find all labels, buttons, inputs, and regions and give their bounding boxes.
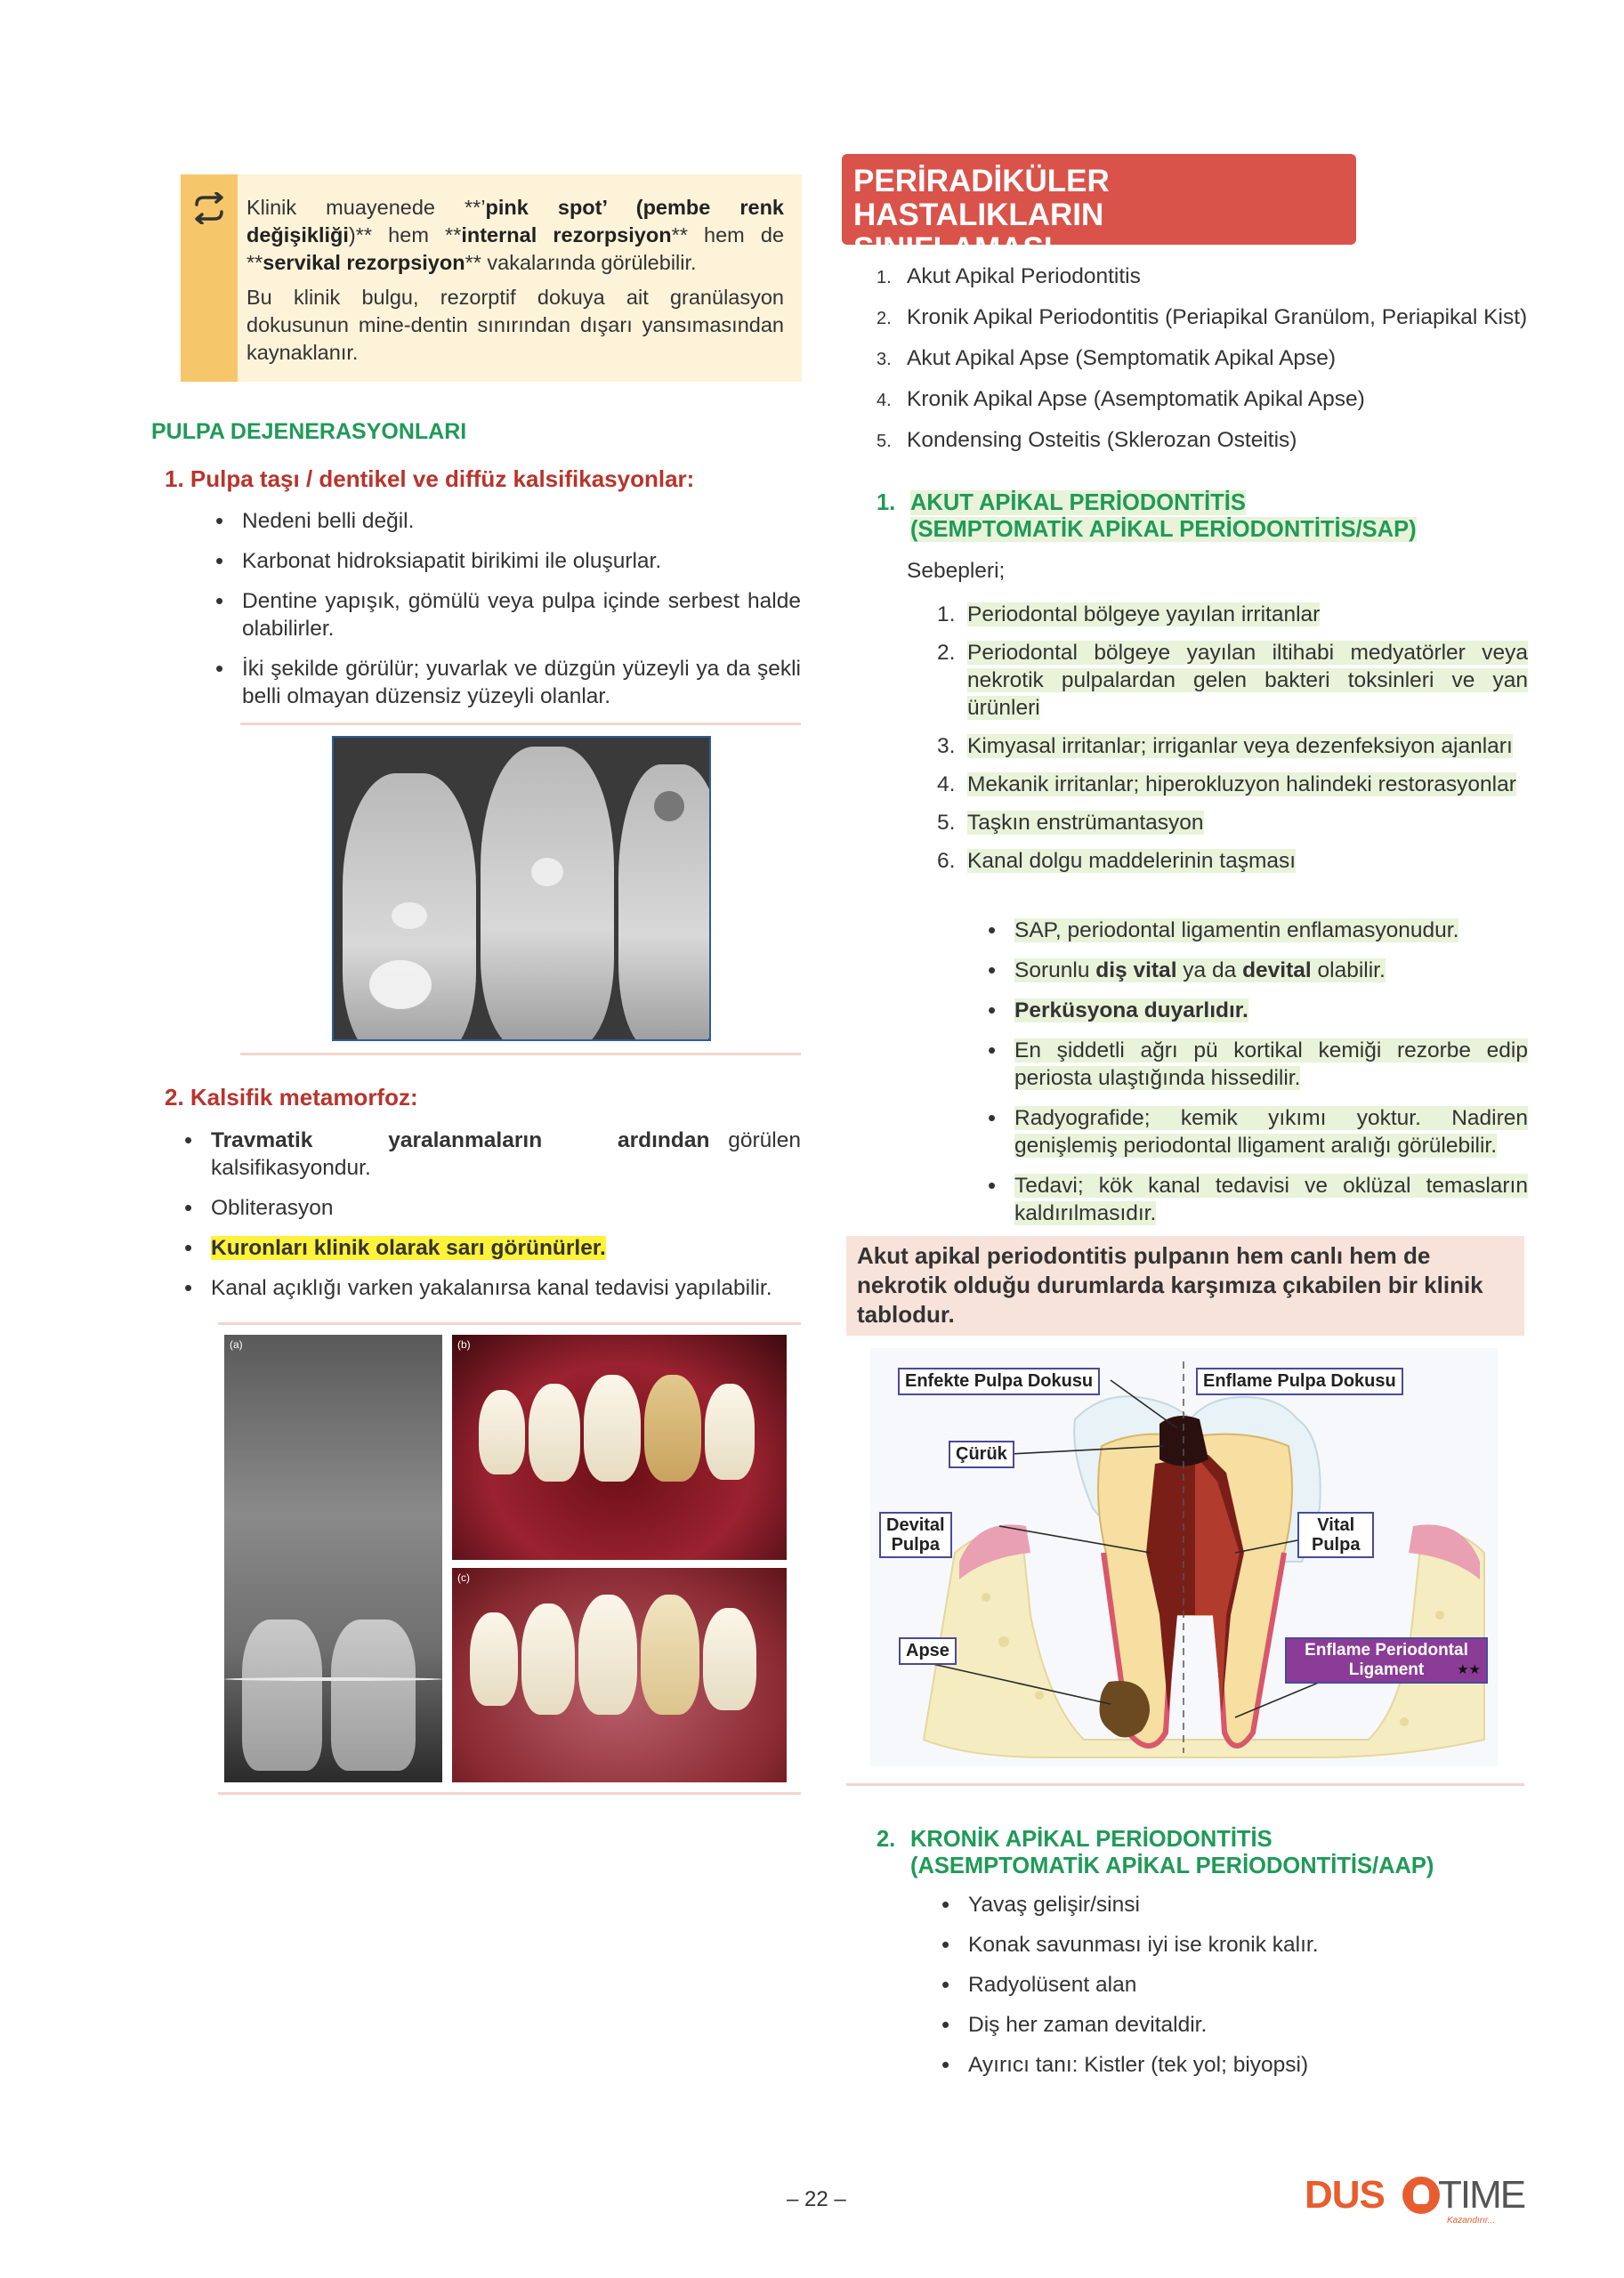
yellow-crown-photo-image	[452, 1335, 787, 1560]
list-item: • Dentine yapışık, gömülü veya pulpa içinde serbest halde olabilirler.	[206, 587, 801, 642]
kalsifik-list	[175, 1127, 801, 1314]
note-text	[246, 194, 784, 374]
subheading-kalsifik-metamorfoz: 2. Kalsifik metamorfoz:	[165, 1084, 418, 1111]
photo-label-a: (a)	[230, 1338, 243, 1351]
label-vital-pulpa: Vital Pulpa	[1297, 1512, 1374, 1558]
classification-title	[842, 154, 1356, 266]
label-enflame-periodontal-ligament: Enflame Periodontal Ligament ★★	[1285, 1637, 1488, 1684]
dustime-logo	[1305, 2173, 1527, 2226]
logo-dus: DUS	[1305, 2173, 1385, 2217]
list-item: 1. Akut Apikal Periodontitis	[877, 264, 1141, 288]
divider	[240, 723, 801, 725]
list-item: 1. Periodontal bölgeye yayılan irritanlar	[937, 602, 1321, 626]
page-number: – 22 –	[787, 2187, 846, 2211]
list-item: 5. Kondensing Osteitis (Sklerozan Osteitis)	[877, 428, 1297, 452]
list-item: • Kanal açıklığı varken yakalanırsa kanal tedavisi yapılabilir.	[175, 1274, 801, 1302]
heading-kronik-apikal: 2. KRONİK APİKAL PERİODONTİTİS (ASEMPTOMATİK APİKAL PERİODONTİTİS/AAP)	[877, 1827, 1434, 1878]
label-devital-pulpa: Devital Pulpa	[879, 1512, 952, 1558]
list-item: • Radyografide; kemik yıkımı yoktur. Nadiren genişlemiş periodontal lligament aralığı görülebilir.	[979, 1104, 1528, 1159]
calcific-metamorphosis-xray-image	[224, 1335, 442, 1782]
list-item: • SAP, periodontal ligamentin enflamasyonudur.	[979, 917, 1528, 944]
pulp-stone-xray-image	[332, 736, 711, 1041]
list-item: • Konak savunması iyi ise kronik kalır.	[933, 1931, 1528, 1959]
logo-time: TIME	[1438, 2173, 1525, 2217]
causes-list	[937, 601, 1528, 885]
list-item: 3. Kimyasal irritanlar; irriganlar veya dezenfeksiyon ajanları	[937, 734, 1513, 758]
tooth-diagram	[870, 1348, 1498, 1766]
list-item: • Diş her zaman devitaldir.	[933, 2011, 1528, 2039]
list-item: • Nedeni belli değil.	[206, 507, 801, 535]
label-enflame-pulpa: Enflame Pulpa Dokusu	[1196, 1368, 1403, 1395]
photo-label-c: (c)	[457, 1571, 470, 1584]
list-item: • Tedavi; kök kanal tedavisi ve oklüzal temasların kaldırılmasıdır.	[979, 1172, 1528, 1227]
label-apse: Apse	[899, 1637, 957, 1665]
classification-list	[877, 263, 1535, 467]
list-item: • İki şekilde görülür; yuvarlak ve düzgün yüzeyli ya da şekli belli olmayan düzensiz yüzeyli olanlar.	[206, 655, 801, 710]
note-paragraph-2: Bu klinik bulgu, rezorptif dokuya ait granülasyon dokusunun mine-dentin sınırından dışarı yansımasından kaynaklanır.	[246, 286, 784, 364]
list-item: 2. Kronik Apikal Periodontitis (Periapikal Granülom, Periapikal Kist)	[877, 305, 1528, 329]
list-item: • Sorunlu diş vital ya da devital olabilir.	[979, 957, 1528, 984]
list-item: • Radyolüsent alan	[933, 1971, 1528, 1999]
note-paragraph-1: Klinik muayenede **’pink spot’ (pembe renk değişikliği)** hem **internal rezorpsiyon** hem de **servikal rezorpsiyon** vakalarında görülebilir.	[246, 196, 785, 274]
tooth-logo-icon	[1402, 2177, 1440, 2214]
list-item: • Yavaş gelişir/sinsi	[933, 1891, 1528, 1919]
loop-arrows-icon	[190, 192, 229, 224]
list-item: 3. Akut Apikal Apse (Semptomatik Apikal Apse)	[877, 346, 1337, 370]
stars-icon: ★★	[1457, 1662, 1481, 1677]
after-treatment-photo-image	[452, 1568, 787, 1782]
sap-list	[979, 917, 1528, 1240]
list-item: 5. Taşkın enstrümantasyon	[937, 811, 1204, 835]
clinical-note-box: Akut apikal periodontitis pulpanın hem canlı hem de nekrotik olduğu durumlarda karşımıza çıkabilen bir klinik tablodur.	[846, 1236, 1524, 1336]
list-item: 4. Kronik Apikal Apse (Asemptomatik Apikal Apse)	[877, 387, 1365, 411]
label-curuk: Çürük	[949, 1441, 1014, 1468]
divider	[218, 1322, 801, 1325]
subheading-pulpa-tasi: 1. Pulpa taşı / dentikel ve diffüz kalsifikasyonlar:	[165, 465, 695, 492]
photo-label-b: (b)	[457, 1338, 471, 1351]
pulpa-tasi-list	[206, 507, 801, 723]
list-item: • Travmatik yaralanmaların ardından görülen kalsifikasyondur.	[175, 1127, 801, 1182]
title-line-2: SINIFLAMASI	[853, 231, 1053, 266]
list-item: 6. Kanal dolgu maddelerinin taşması	[937, 849, 1297, 873]
divider	[846, 1783, 1524, 1786]
info-note-box	[181, 174, 802, 382]
aap-list	[933, 1891, 1528, 2091]
divider	[240, 1053, 801, 1055]
tooth-illustration	[870, 1348, 1498, 1766]
list-item: • Ayırıcı tanı: Kistler (tek yol; biyopsi)	[933, 2051, 1528, 2079]
list-item: • En şiddetli ağrı pü kortikal kemiği rezorbe edip periosta ulaştığında hissedilir.	[979, 1037, 1528, 1092]
label-enfekte-pulpa: Enfekte Pulpa Dokusu	[898, 1368, 1100, 1395]
list-item: • Perküsyona duyarlıdır.	[979, 997, 1528, 1024]
title-line-1: PERİRADİKÜLER HASTALIKLARIN	[853, 164, 1110, 232]
divider	[218, 1792, 801, 1795]
list-item: 4. Mekanik irritanlar; hiperokluzyon halindeki restorasyonlar	[937, 772, 1516, 796]
heading-akut-apikal: 1. AKUT APİKAL PERİODONTİTİS (SEMPTOMATİK APİKAL PERİODONTİTİS/SAP)	[877, 490, 1417, 542]
causes-label: Sebepleri;	[907, 559, 1006, 583]
list-item: • Kuronları klinik olarak sarı görünürler.	[175, 1234, 801, 1262]
list-item: • Obliterasyon	[175, 1194, 801, 1222]
logo-tagline: Kazandırır...	[1447, 2216, 1496, 2225]
list-item: • Karbonat hidroksiapatit birikimi ile oluşurlar.	[206, 547, 801, 575]
section-title-pulpa: PULPA DEJENERASYONLARI	[151, 419, 467, 444]
list-item: 2. Periodontal bölgeye yayılan iltihabi medyatörler veya nekrotik pulpalardan gelen bakteri toksinleri ve yan ürünleri	[937, 641, 1528, 720]
